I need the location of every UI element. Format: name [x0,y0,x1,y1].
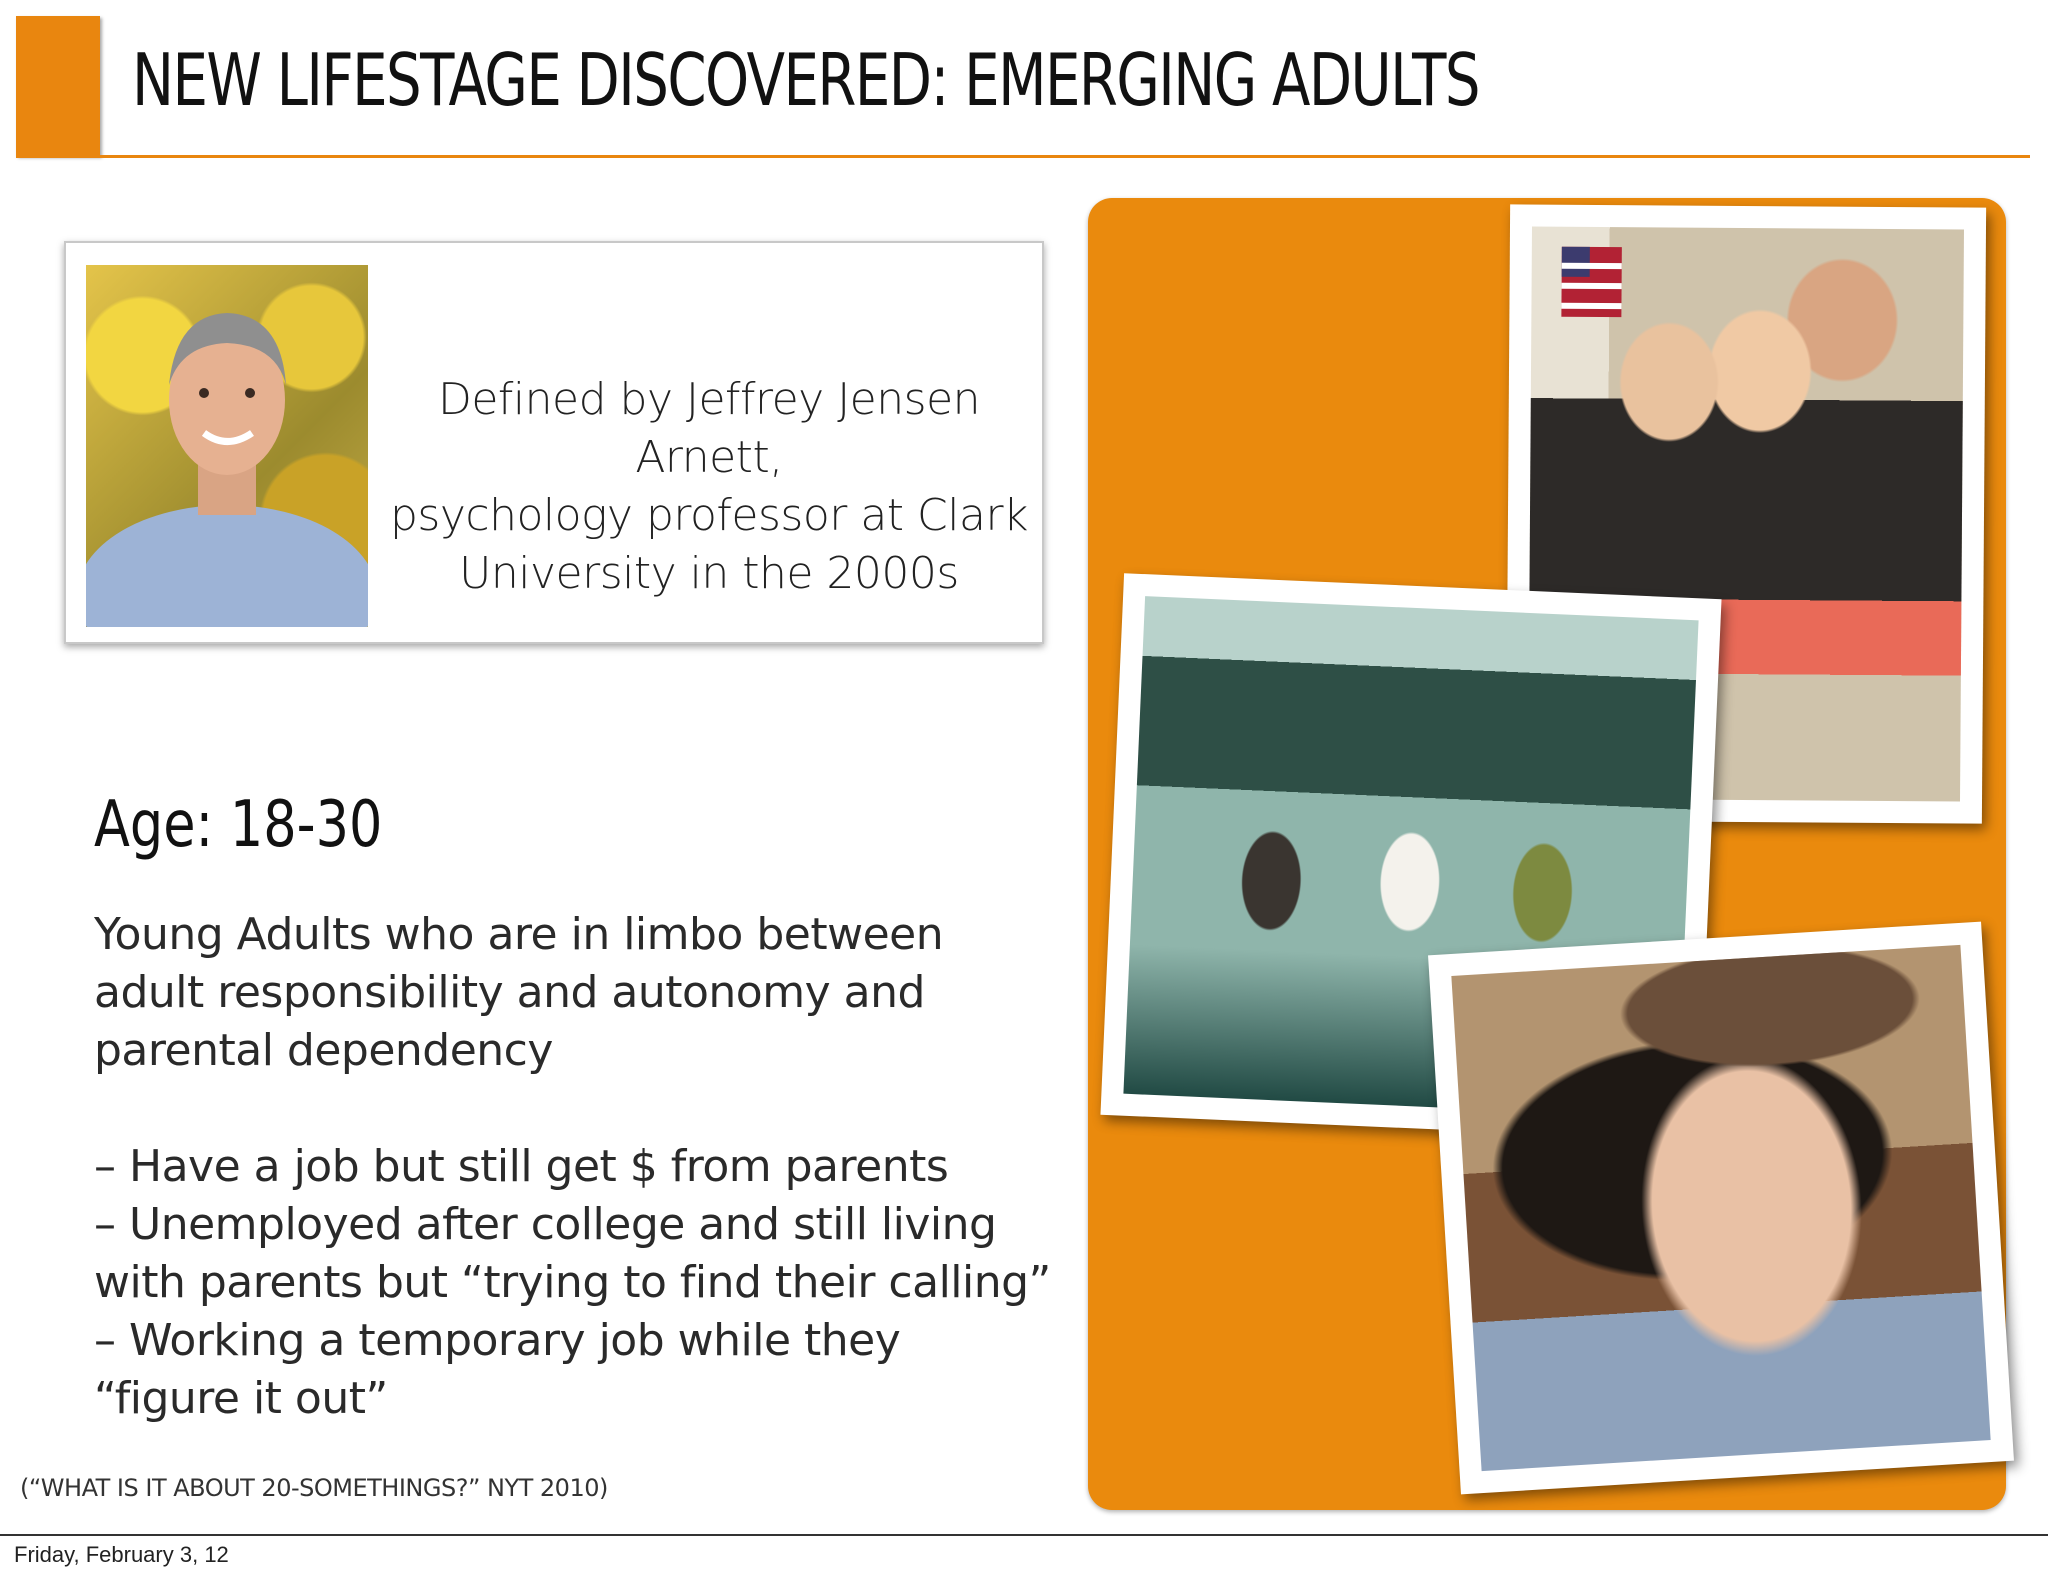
title-accent-square [16,16,100,156]
author-line-1: Defined by Jeffrey Jensen Arnett, [437,374,981,483]
title-underline [16,155,2030,158]
age-heading: Age: 18-30 [94,788,383,862]
example-line-4: – Working a temporary job while they [94,1315,901,1366]
description-text [94,906,1051,1428]
author-line-2: psychology professor at Clark [389,490,1029,541]
description-line-1: Young Adults who are in limbo between [94,909,944,960]
example-line-5: “figure it out” [94,1373,388,1424]
example-line-2: – Unemployed after college and still living [94,1199,997,1250]
slide-title: NEW LIFESTAGE DISCOVERED: EMERGING ADULTS [132,38,1479,122]
portrait-photo-image [1451,945,1990,1471]
description-line-2: adult responsibility and autonomy and [94,967,925,1018]
portrait-photo [1428,922,2014,1495]
footer-date: Friday, February 3, 12 [14,1542,229,1567]
author-description [384,371,1034,603]
example-line-1: – Have a job but still get $ from parents [94,1141,949,1192]
citation: (“WHAT IS IT ABOUT 20-SOMETHINGS?” NYT 2010) [20,1474,608,1502]
author-portrait-graphic [86,265,368,627]
author-line-3: University in the 2000s [459,548,959,599]
paragraph-gap [94,1080,994,1138]
author-card [64,241,1044,644]
example-line-3: with parents but “trying to find their calling” [94,1257,1051,1308]
description-line-3: parental dependency [94,1025,553,1076]
author-photo [86,265,368,627]
